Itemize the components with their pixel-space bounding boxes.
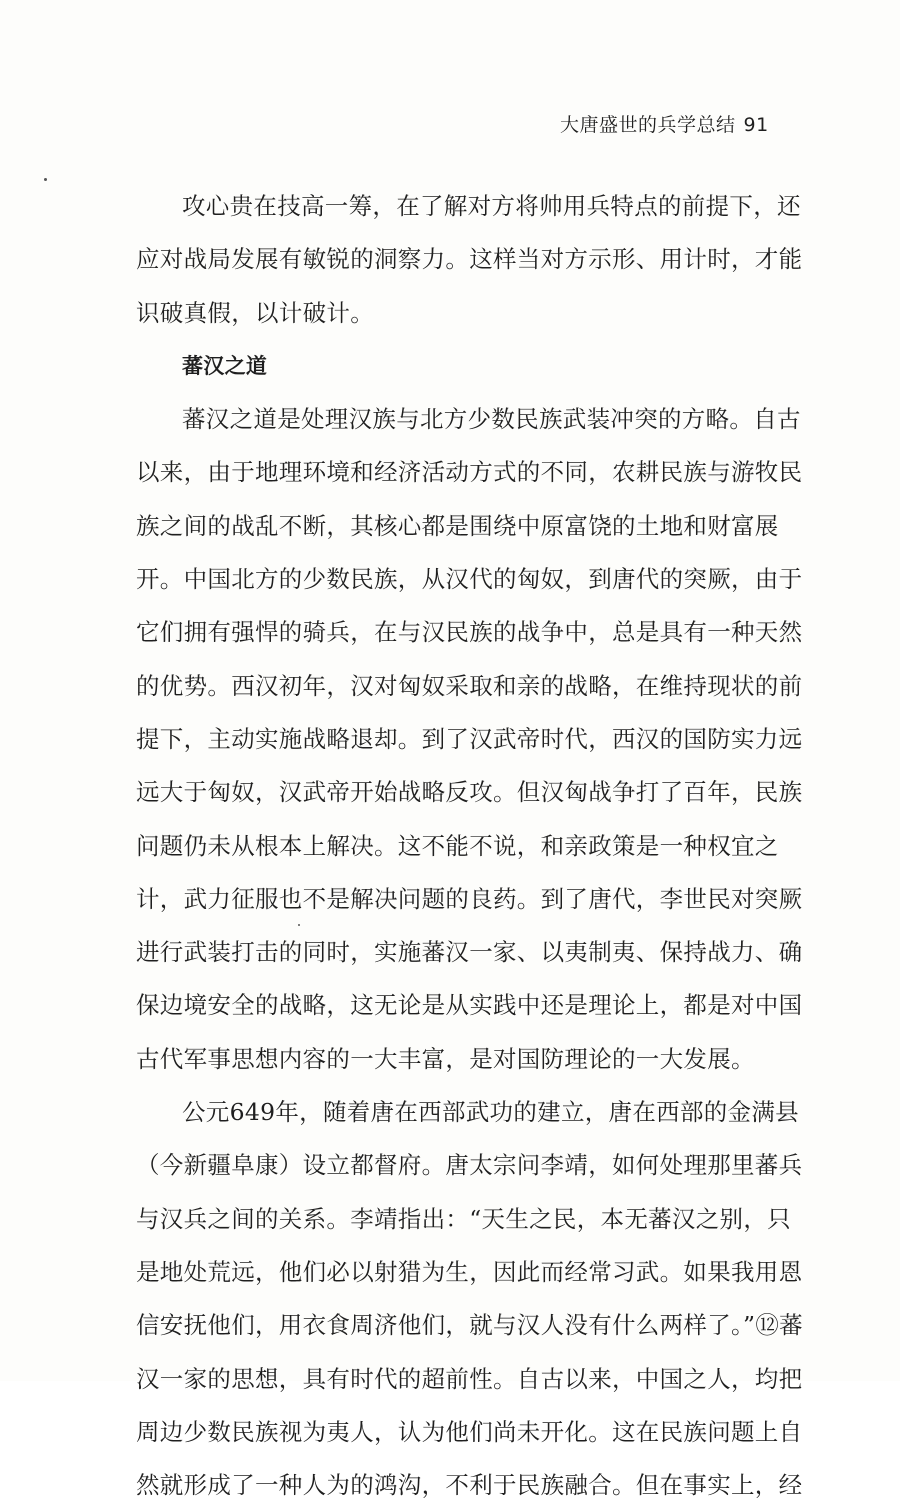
text-line: 问题仍未从根本上解决。这不能不说，和亲政策是一种权宜之 [136, 831, 779, 860]
text-line: 保边境安全的战略，这无论是从实践中还是理论上，都是对中国 [136, 991, 803, 1020]
text-line: 然就形成了一种人为的鸿沟，不利于民族融合。但在事实上，经 [136, 1471, 803, 1500]
section-heading: 蕃汉之道 [182, 353, 268, 378]
text-line: 公元649年，随着唐在西部武功的建立，唐在西部的金满县 [182, 1098, 799, 1127]
scan-speck [298, 924, 300, 926]
text-line: 古代军事思想内容的一大丰富，是对国防理论的一大发展。 [136, 1044, 755, 1073]
text-line: 蕃汉之道是处理汉族与北方少数民族武装冲突的方略。自古 [182, 405, 801, 434]
text-line: 开。中国北方的少数民族，从汉代的匈奴，到唐代的突厥，由于 [136, 565, 803, 594]
running-header [560, 110, 769, 137]
body-text [136, 180, 803, 1512]
text-line: 远大于匈奴，汉武帝开始战略反攻。但汉匈战争打了百年，民族 [136, 778, 803, 807]
text-line: 汉一家的思想，具有时代的超前性。自古以来，中国之人，均把 [136, 1364, 803, 1393]
text-line: 信安抚他们，用衣食周济他们，就与汉人没有什么两样了。”⑫蕃 [136, 1311, 803, 1340]
text-line: 应对战局发展有敏锐的洞察力。这样当对方示形、用计时，才能 [136, 245, 803, 274]
text-line: 进行武装打击的同时，实施蕃汉一家、以夷制夷、保持战力、确 [136, 938, 803, 967]
text-line: 的优势。西汉初年，汉对匈奴采取和亲的战略，在维持现状的前 [136, 671, 803, 700]
text-line: 计，武力征服也不是解决问题的良药。到了唐代，李世民对突厥 [136, 884, 803, 913]
text-line: （今新疆阜康）设立都督府。唐太宗问李靖，如何处理那里蕃兵 [136, 1151, 803, 1180]
text-line: 与汉兵之间的关系。李靖指出：“天生之民，本无蕃汉之别，只 [136, 1204, 791, 1233]
text-line: 是地处荒远，他们必以射猎为生，因此而经常习武。如果我用恩 [136, 1257, 803, 1286]
text-line: 攻心贵在技高一筹，在了解对方将帅用兵特点的前提下，还 [182, 192, 801, 220]
scan-speck [44, 178, 47, 181]
text-line: 提下，主动实施战略退却。到了汉武帝时代，西汉的国防实力远 [136, 724, 803, 753]
text-line: 它们拥有强悍的骑兵，在与汉民族的战争中，总是具有一种天然 [136, 618, 803, 647]
text-line: 周边少数民族视为夷人，认为他们尚未开化。这在民族问题上自 [136, 1417, 803, 1446]
text-line: 族之间的战乱不断，其核心都是围绕中原富饶的土地和财富展 [136, 511, 779, 540]
text-line: 识破真假，以计破计。 [136, 298, 374, 327]
chapter-title: 大唐盛世的兵学总结 [560, 114, 736, 136]
text-line: 以来，由于地理环境和经济活动方式的不同，农耕民族与游牧民 [136, 458, 803, 487]
page-number: 91 [743, 114, 769, 136]
